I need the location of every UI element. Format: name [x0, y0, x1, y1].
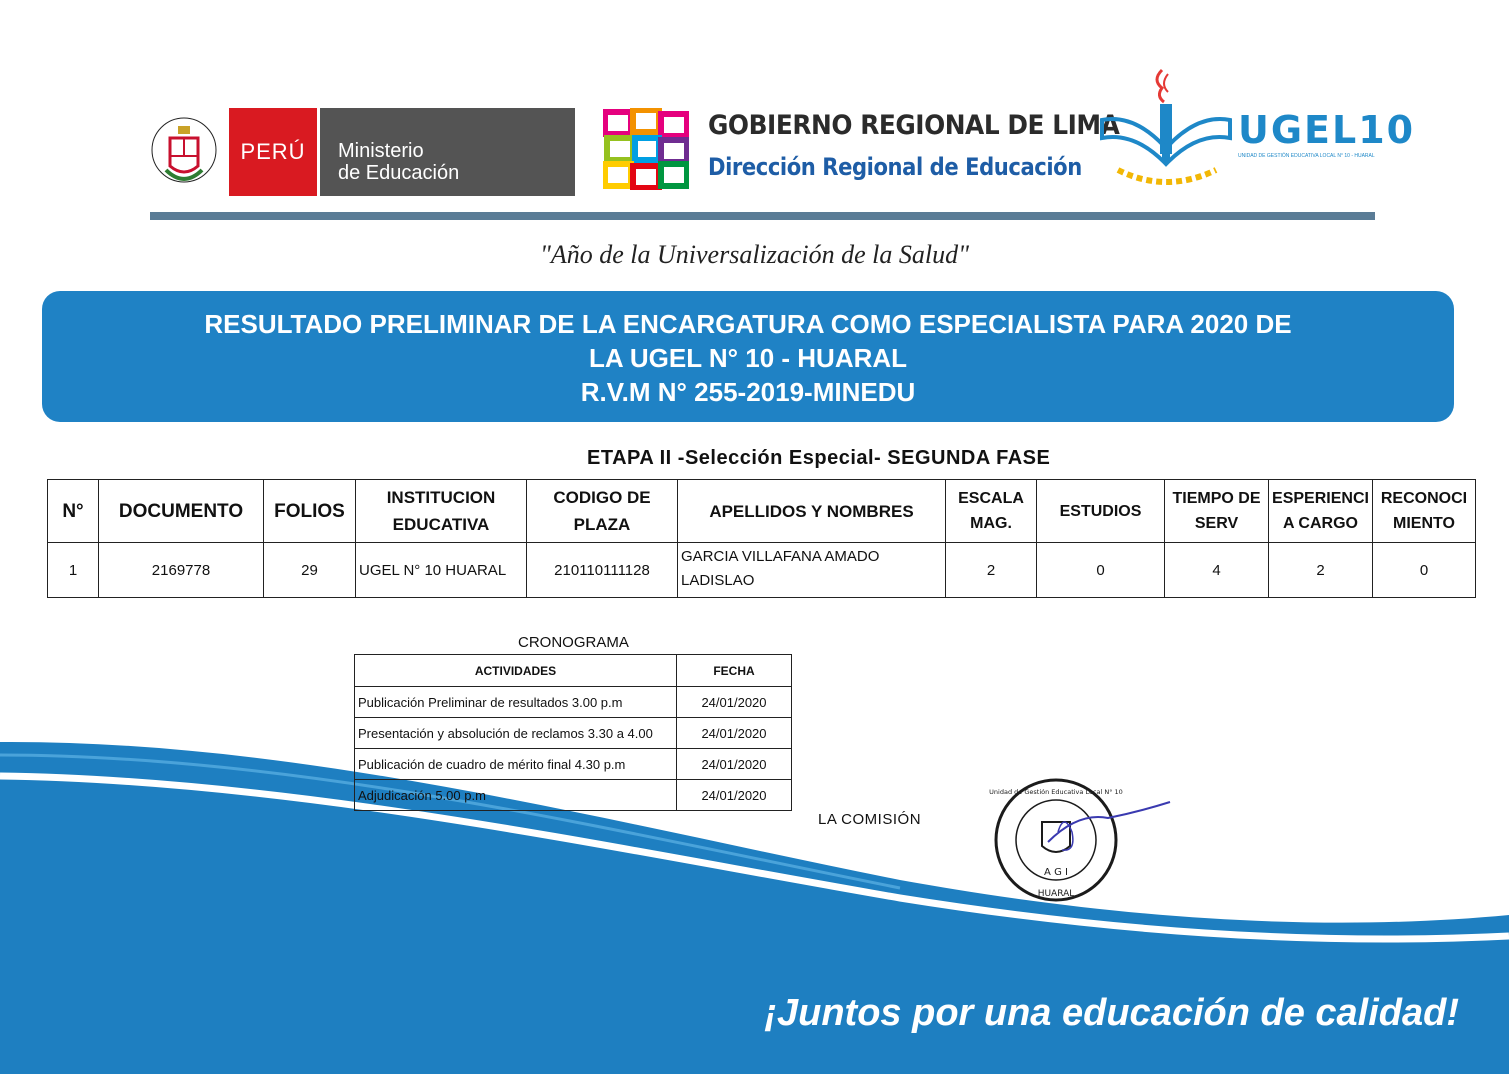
- table-row: [48, 543, 1476, 598]
- schedule-activity: Presentación y absolución de reclamos 3.30 a 4.00: [355, 718, 677, 749]
- schedule-header-row: [355, 655, 792, 687]
- header-rule: [150, 212, 1375, 220]
- gobierno-regional-logo-icon: [603, 108, 689, 190]
- schedule-header-actividades: ACTIVIDADES: [355, 655, 677, 687]
- schedule-activity: Publicación de cuadro de mérito final 4.30 p.m: [355, 749, 677, 780]
- cell-folios: 29: [264, 543, 356, 598]
- ugel-full-name: UNIDAD DE GESTIÓN EDUCATIVA LOCAL N° 10 - HUARAL: [1238, 153, 1375, 159]
- cell-estudios: 0: [1037, 543, 1165, 598]
- table-row: [355, 749, 792, 780]
- grl-title: GOBIERNO REGIONAL DE LIMA: [708, 110, 1120, 141]
- schedule-table: [354, 654, 792, 811]
- peru-coat-of-arms-icon: [148, 108, 220, 196]
- minedu-line1: Ministerio: [338, 140, 424, 162]
- header-institucion-2: EDUCATIVA: [392, 515, 490, 534]
- banner-line-3: R.V.M N° 255-2019-MINEDU: [580, 377, 916, 407]
- peru-brand-label: PERÚ: [229, 108, 317, 196]
- seal-initials: A G I: [1044, 867, 1068, 878]
- header-codigo-2: PLAZA: [573, 515, 631, 534]
- header-folios: FOLIOS: [264, 480, 356, 543]
- grl-subtitle: Dirección Regional de Educación: [708, 153, 1082, 181]
- table-row: [355, 687, 792, 718]
- official-seal-stamp-icon: [988, 772, 1178, 902]
- schedule-date: 24/01/2020: [677, 718, 792, 749]
- cell-codigo: 210110111128: [527, 543, 678, 598]
- header-institucion: [356, 480, 527, 543]
- header-reconocimiento: [1373, 480, 1476, 543]
- schedule-date: 24/01/2020: [677, 749, 792, 780]
- header-apellidos: APELLIDOS Y NOMBRES: [678, 480, 946, 543]
- header-n: N°: [48, 480, 99, 543]
- header-estudios: ESTUDIOS: [1037, 480, 1165, 543]
- cell-institucion: UGEL N° 10 HUARAL: [356, 543, 527, 598]
- cell-reconocimiento: 0: [1373, 543, 1476, 598]
- minedu-line2: de Educación: [338, 162, 460, 184]
- cell-documento: 2169778: [99, 543, 264, 598]
- cell-tiempo: 4: [1165, 543, 1269, 598]
- header-institucion-1: INSTITUCION: [386, 488, 496, 507]
- header-codigo-1: CODIGO DE: [553, 488, 651, 507]
- stage-title: ETAPA II -Selección Especial- SEGUNDA FASE: [587, 447, 1051, 469]
- title-banner: [42, 291, 1454, 422]
- header-experiencia-2: A CARGO: [1283, 515, 1358, 532]
- header-tiempo-1: TIEMPO DE: [1172, 490, 1261, 507]
- schedule-date: 24/01/2020: [677, 687, 792, 718]
- footer-slogan: ¡Juntos por una educación de calidad!: [764, 992, 1459, 1034]
- cell-n: 1: [48, 543, 99, 598]
- header-escala-2: MAG.: [970, 515, 1012, 532]
- ugel-book-torch-logo-icon: [1098, 66, 1238, 196]
- schedule-title: CRONOGRAMA: [518, 634, 629, 651]
- header-escala: [946, 480, 1037, 543]
- header-experiencia-1: ESPERIENCI: [1272, 490, 1369, 507]
- cell-experiencia: 2: [1269, 543, 1373, 598]
- ugel-name: UGEL10: [1238, 108, 1416, 152]
- header-reconocimiento-2: MIENTO: [1393, 515, 1455, 532]
- schedule-header-fecha: FECHA: [677, 655, 792, 687]
- cell-nombres-2: LADISLAO: [681, 572, 755, 589]
- header-tiempo: [1165, 480, 1269, 543]
- cell-nombres-1: GARCIA VILLAFANA AMADO: [681, 548, 880, 565]
- commission-label: LA COMISIÓN: [818, 811, 922, 828]
- table-row: [355, 780, 792, 811]
- header-reconocimiento-1: RECONOCI: [1380, 490, 1468, 507]
- schedule-activity: Publicación Preliminar de resultados 3.00 p.m: [355, 687, 677, 718]
- header-codigo: [527, 480, 678, 543]
- header-escala-1: ESCALA: [958, 490, 1024, 507]
- seal-text: Unidad de Gestión Educativa Local N° 10: [989, 788, 1123, 796]
- minedu-brand: [320, 108, 575, 196]
- schedule-activity: Adjudicación 5.00 p.m: [355, 780, 677, 811]
- table-row: [355, 718, 792, 749]
- schedule-date: 24/01/2020: [677, 780, 792, 811]
- banner-line-1: RESULTADO PRELIMINAR DE LA ENCARGATURA COMO ESPECIALISTA PARA 2020 DE: [204, 309, 1292, 339]
- table-header-row: [48, 480, 1476, 543]
- cell-escala: 2: [946, 543, 1037, 598]
- cell-nombres: [678, 543, 946, 598]
- results-table: [47, 479, 1476, 598]
- year-motto: "Año de la Universalización de la Salud": [539, 240, 970, 269]
- banner-line-2: LA UGEL N° 10 - HUARAL: [588, 343, 908, 373]
- header-documento: DOCUMENTO: [99, 480, 264, 543]
- header-experiencia: [1269, 480, 1373, 543]
- header-tiempo-2: SERV: [1194, 515, 1239, 532]
- seal-bottom: HUARAL: [1037, 889, 1075, 899]
